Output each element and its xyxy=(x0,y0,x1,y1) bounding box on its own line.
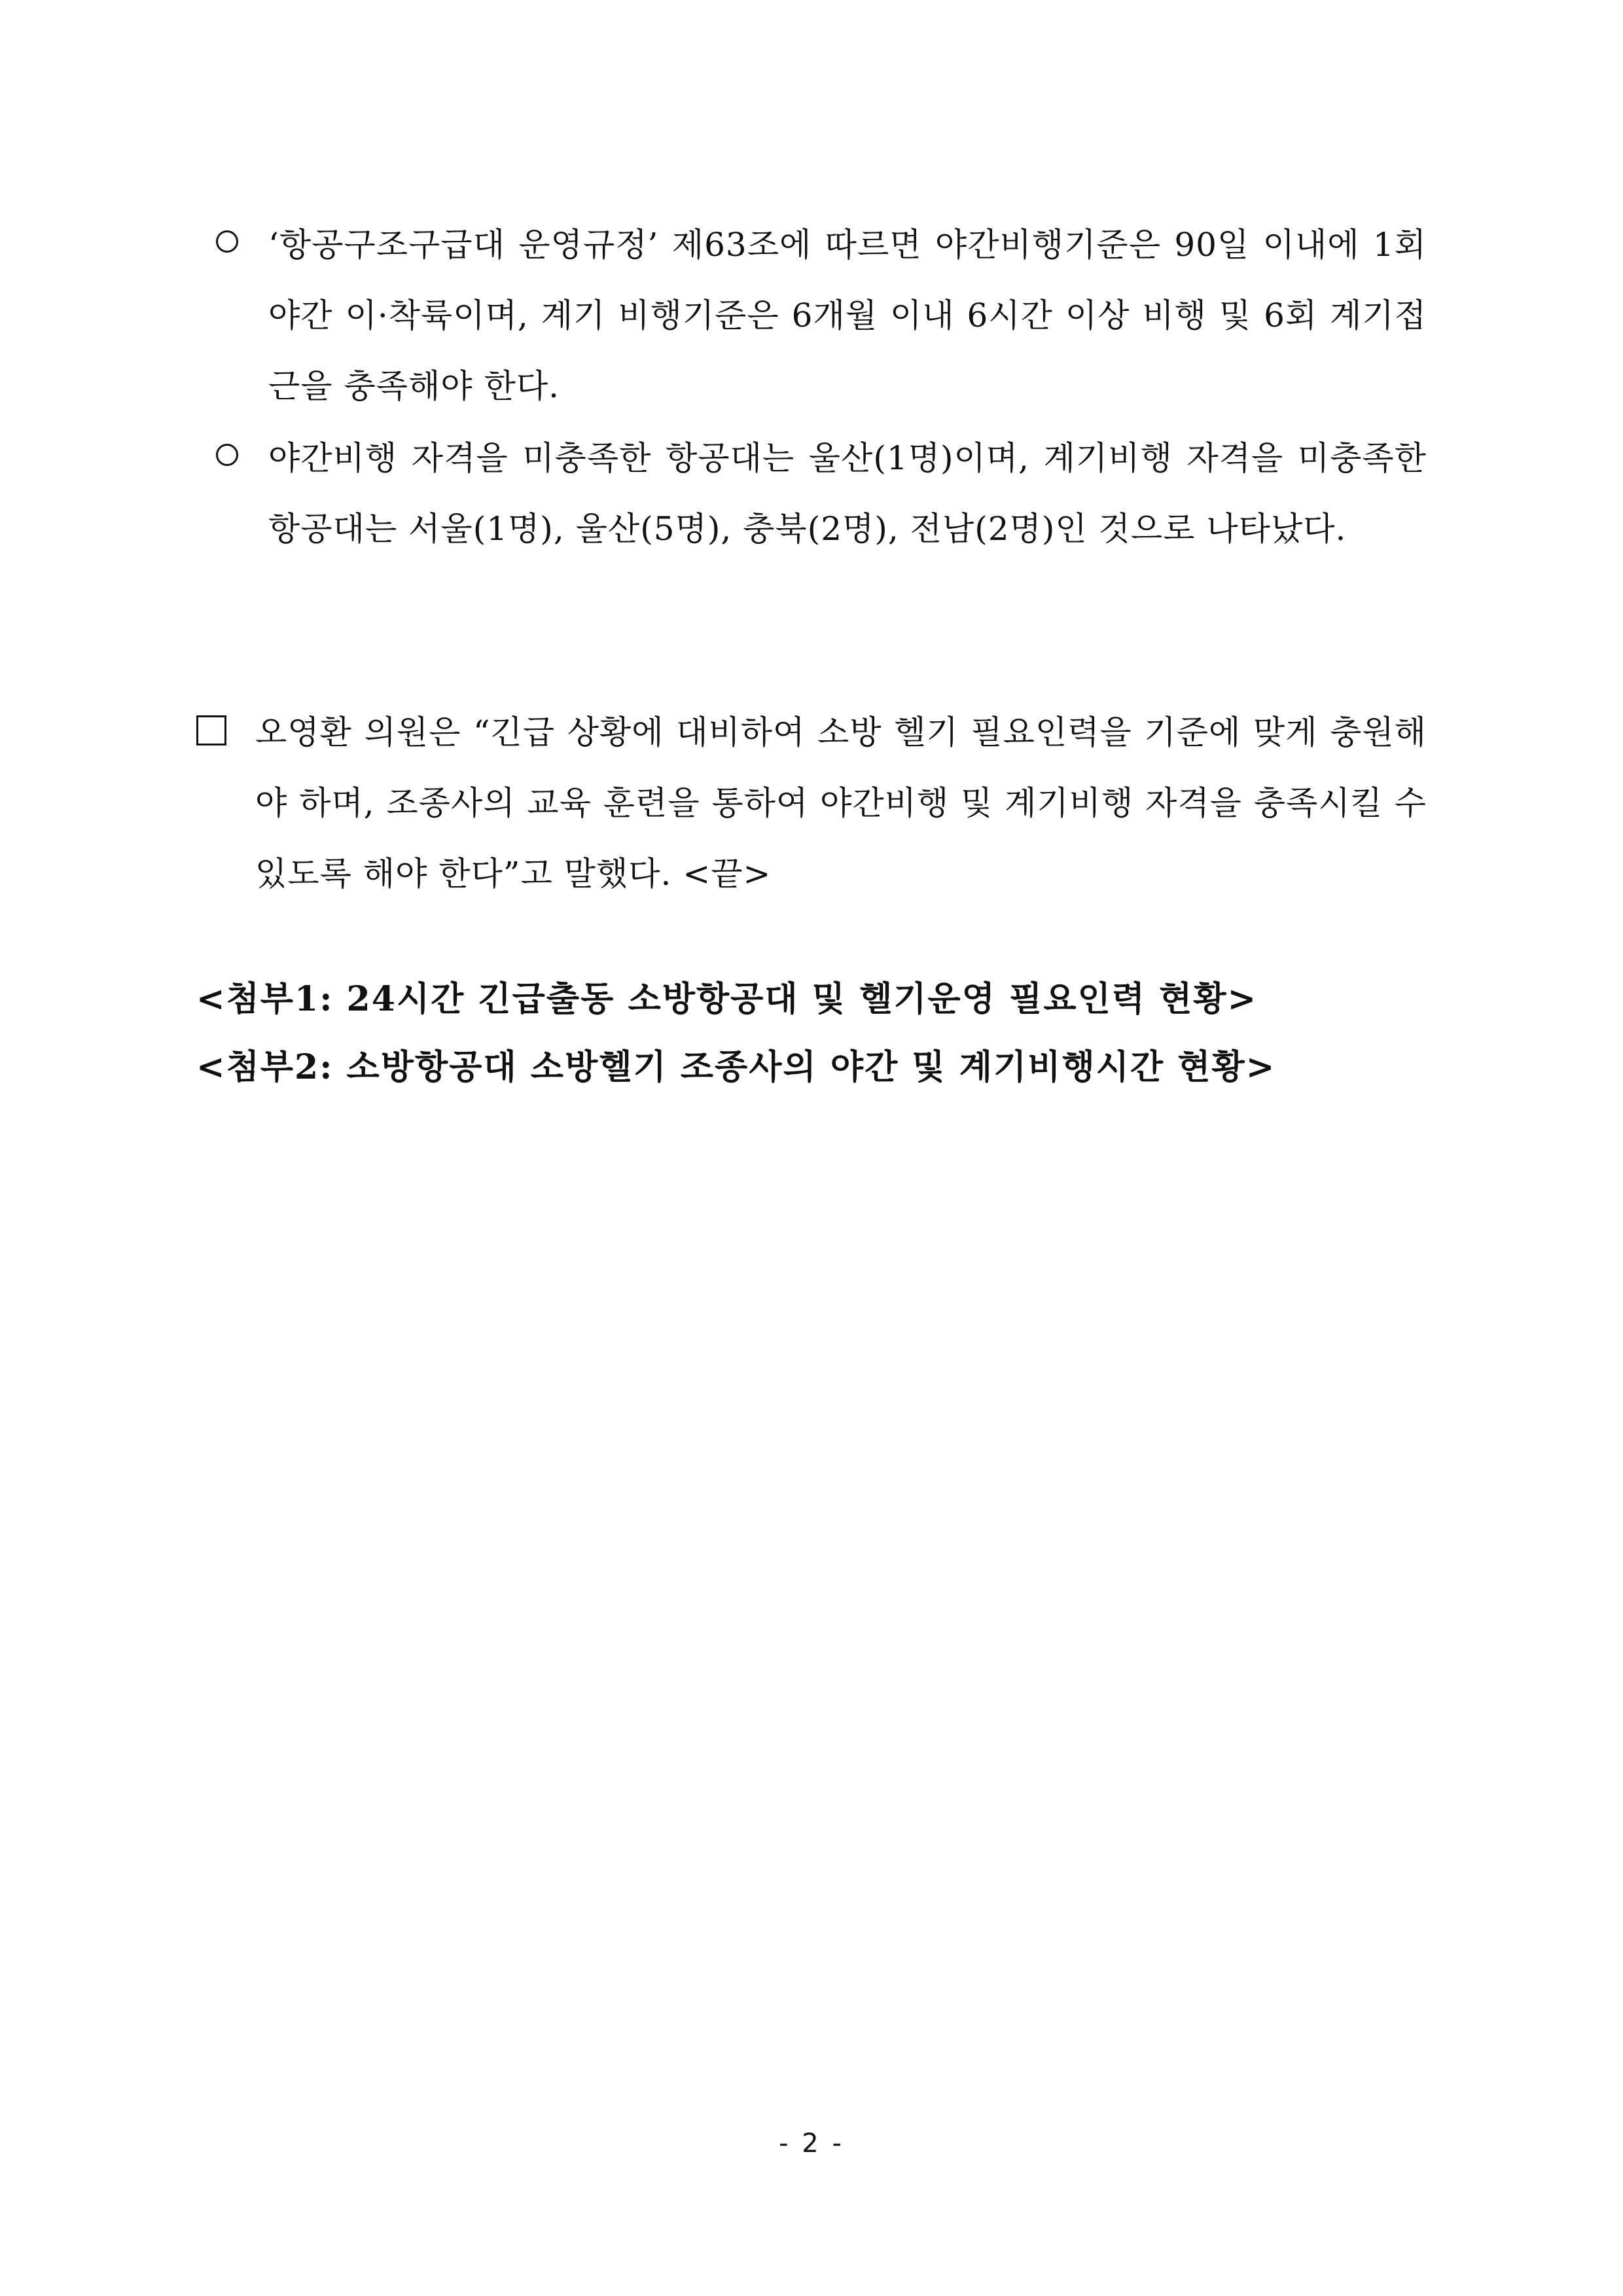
square-bullet-icon xyxy=(196,715,226,745)
paragraph-body xyxy=(196,209,1427,422)
paragraph-circle-2 xyxy=(196,423,1427,564)
page-number: - 2 - xyxy=(779,2128,844,2159)
circle-bullet-icon xyxy=(216,444,238,466)
paragraph-text: 야간비행 자격을 미충족한 항공대는 울산(1명)이며, 계기비행 자격을 미충족한 항공대는 서울(1명), 울산(5명), 충북(2명), 전남(2명)인 것으로 나타났다. xyxy=(268,439,1427,548)
circle-bullet-icon xyxy=(216,230,238,253)
attachment-2: <첨부2: 소방항공대 소방헬기 조종사의 야간 및 계기비행시간 현황> xyxy=(196,1047,1276,1087)
paragraph-circle-1 xyxy=(196,209,1427,422)
paragraph-square-1 xyxy=(196,697,1427,909)
paragraph-body xyxy=(196,697,1427,909)
paragraph-text: 오영환 의원은 “긴급 상황에 대비하여 소방 헬기 필요인력을 기준에 맞게 충원해야 하며, 조종사의 교육 훈련을 통하여 야간비행 및 계기비행 자격을 충족시킬 수 있도록 해야 한다”고 말했다. <끝> xyxy=(255,713,1427,893)
attachment-1: <첨부1: 24시간 긴급출동 소방항공대 및 헬기운영 필요인력 현황> xyxy=(196,979,1258,1019)
paragraph-body xyxy=(196,423,1427,564)
paragraph-text: ‘항공구조구급대 운영규정’ 제63조에 따르면 야간비행기준은 90일 이내에 1회 야간 이·착륙이며, 계기 비행기준은 6개월 이내 6시간 이상 비행 및 6회 계기접근을 충족해야 한다. xyxy=(268,226,1427,405)
attachments-list xyxy=(196,965,1440,1102)
